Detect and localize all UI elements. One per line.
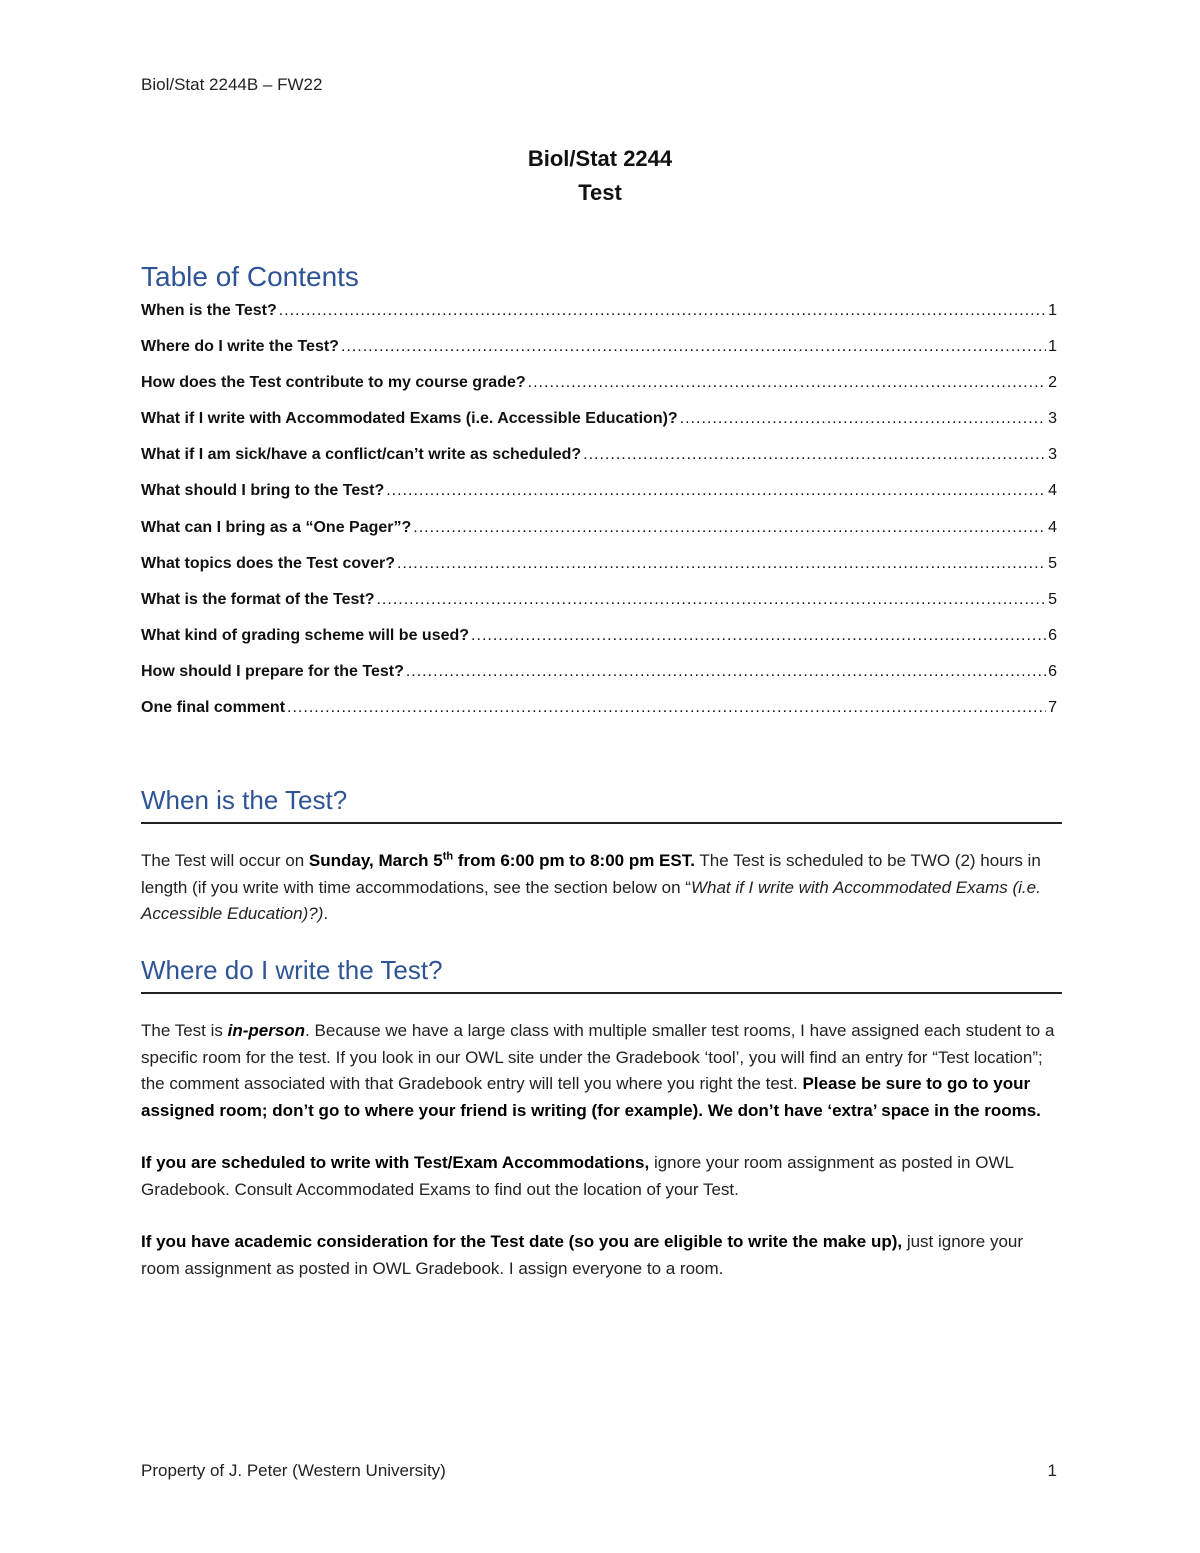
document-title: Biol/Stat 2244 <box>527 146 673 171</box>
toc-entry[interactable] <box>141 410 1057 446</box>
toc-entry-page: 5 <box>1048 554 1057 572</box>
toc-entry-title: What should I bring to the Test? <box>141 482 385 500</box>
toc-heading: Table of Contents <box>141 261 359 292</box>
toc-entry-title: What topics does the Test cover? <box>141 554 395 572</box>
toc-entry-page: 5 <box>1048 590 1057 608</box>
toc-entry-title: What if I write with Accommodated Exams (i.e. Accessible Education)? <box>141 410 678 428</box>
toc-entry-title: What kind of grading scheme will be used? <box>141 626 470 644</box>
toc-entry-page: 6 <box>1048 626 1057 644</box>
toc-leader <box>413 519 1046 537</box>
page-footer: Property of J. Peter (Western University) <box>141 1461 446 1480</box>
toc-entry-title: What can I bring as a “One Pager”? <box>141 518 412 536</box>
date-suffix: th <box>442 850 454 863</box>
toc-entry[interactable] <box>141 482 1057 518</box>
toc-leader <box>341 338 1046 356</box>
text-run: The Test is <box>141 1021 228 1040</box>
where-paragraph-1 <box>141 1018 1062 1124</box>
toc-entry-page: 7 <box>1048 699 1057 717</box>
test-date: Sunday, March 5 <box>308 851 443 870</box>
toc-leader <box>406 663 1046 681</box>
section-reference: What if I write with Accommodated Exams (i.e. Accessible Education)?) <box>141 877 1041 923</box>
toc-entry[interactable] <box>141 338 1057 374</box>
text-run: The Test will occur on <box>141 851 309 870</box>
toc-entry-title: How does the Test contribute to my course grade? <box>141 374 526 392</box>
toc-leader <box>471 627 1046 645</box>
toc-entry[interactable] <box>141 302 1057 338</box>
toc-leader <box>386 482 1046 500</box>
toc-leader <box>287 699 1046 717</box>
toc-entry-page: 1 <box>1048 338 1057 356</box>
toc-leader <box>680 410 1046 428</box>
toc-entry-page: 4 <box>1048 482 1057 500</box>
toc-leader <box>376 591 1046 609</box>
table-of-contents <box>141 302 1057 735</box>
document-subtitle: Test <box>578 180 622 205</box>
toc-entry-title: What is the format of the Test? <box>141 590 375 608</box>
toc-entry-title: Where do I write the Test? <box>141 338 339 356</box>
where-paragraph-2 <box>141 1150 1062 1203</box>
toc-entry-title: When is the Test? <box>141 302 277 319</box>
text-run: . Because we have a large class with multiple smaller test rooms, I have assigned each student to a specific room for the test. If you look in our OWL site under the Gradebook ‘tool’, you will find an entry for “Test location”; the comment associated with that Gradebook entry will tell you where you right the test. <box>141 1021 1055 1093</box>
toc-entry-title: One final comment <box>141 699 286 717</box>
toc-entry[interactable] <box>141 591 1057 627</box>
toc-entry[interactable] <box>141 663 1057 699</box>
toc-leader <box>397 555 1046 573</box>
section-when <box>141 785 1062 928</box>
toc-leader <box>583 446 1046 464</box>
bold-lead: If you are scheduled to write with Test/Exam Accommodations, <box>141 1153 650 1172</box>
text-run: The Test is scheduled to be TWO (2) hours in length (if you write with time accommodations, see the section below on “ <box>141 851 1041 897</box>
toc-entry[interactable] <box>141 627 1057 663</box>
text-run: ignore your room assignment as posted in OWL Gradebook. Consult Accommodated Exams to find out the location of your Test. <box>141 1153 1014 1199</box>
section-heading: When is the Test? <box>141 785 1062 824</box>
section-heading: Where do I write the Test? <box>141 955 1062 994</box>
toc-entry-title: What if I am sick/have a conflict/can’t write as scheduled? <box>141 446 582 464</box>
emphasis-in-person: in-person <box>227 1021 306 1040</box>
toc-leader <box>279 302 1046 320</box>
bold-warning: Please be sure to go to your assigned room; don’t go to where your friend is writing (for example). We don’t have ‘extra’ space in the rooms. <box>141 1074 1041 1120</box>
toc-leader <box>528 374 1046 392</box>
toc-entry[interactable] <box>141 374 1057 410</box>
toc-entry-title: How should I prepare for the Test? <box>141 662 404 680</box>
text-run: . <box>323 904 329 923</box>
test-time: from 6:00 pm to 8:00 pm EST. <box>453 851 695 870</box>
bold-lead: If you have academic consideration for the Test date (so you are eligible to write the make up), <box>141 1232 903 1251</box>
toc-entry-page: 6 <box>1048 662 1057 680</box>
toc-entry-page: 1 <box>1048 302 1057 319</box>
where-paragraph-3 <box>141 1229 1062 1282</box>
toc-entry[interactable] <box>141 446 1057 482</box>
toc-entry[interactable] <box>141 555 1057 591</box>
when-paragraph <box>141 848 1062 928</box>
toc-entry-page: 4 <box>1048 518 1057 536</box>
toc-entry-page: 2 <box>1048 374 1057 392</box>
page-number: 1 <box>1047 1461 1057 1480</box>
toc-entry-page: 3 <box>1048 446 1057 464</box>
section-where <box>141 955 1062 1282</box>
toc-entry-page: 3 <box>1048 410 1057 428</box>
text-run: just ignore your room assignment as posted in OWL Gradebook. I assign everyone to a room. <box>141 1232 1024 1278</box>
page-header: Biol/Stat 2244B – FW22 <box>141 75 323 94</box>
toc-entry[interactable] <box>141 699 1057 735</box>
toc-entry[interactable] <box>141 519 1057 555</box>
